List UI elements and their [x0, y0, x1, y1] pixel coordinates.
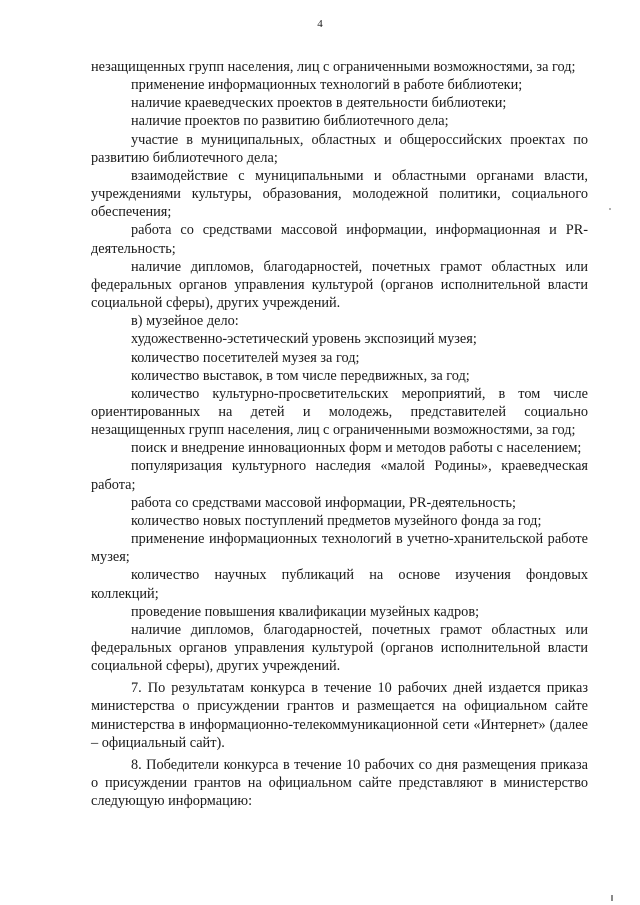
numbered-clause-7: 7. По результатам конкурса в течение 10 рабочих дней издается приказ министерства о присуждении грантов и размещается на официальном сайте министерства в информационно-телекоммуникационной сети «Интернет» (далее – официальный сайт). — [91, 680, 588, 751]
numbered-clause-8: 8. Победители конкурса в течение 10 рабочих со дня размещения приказа о присуждении грантов на официальном сайте представляют в министерство следующую информацию: — [91, 756, 588, 810]
paragraph: наличие дипломов, благодарностей, почетных грамот областных или федеральных органов управления культурой (органов исполнительной власти социальной сферы), других учреждений. — [91, 621, 588, 675]
paragraph: художественно-эстетический уровень экспозиций музея; — [131, 331, 477, 348]
paragraph: применение информационных технологий в работе библиотеки; — [131, 77, 523, 94]
paragraph: незащищенных групп населения, лиц с ограниченными возможностями, за год; — [91, 59, 576, 75]
paragraph: количество научных публикаций на основе изучения фондовых коллекций; — [91, 567, 588, 602]
paragraph: количество посетителей музея за год; — [131, 349, 360, 366]
paragraph: применение информационных технологий в учетно-хранительской работе музея; — [91, 531, 588, 566]
paragraph: работа со средствами массовой информации, информационная и PR-деятельность; — [91, 222, 588, 257]
scan-speck — [611, 895, 613, 901]
paragraph: взаимодействие с муниципальными и областными органами власти, учреждениями культуры, образования, молодежной политики, социального обеспечения; — [91, 167, 588, 221]
paragraph: количество культурно-просветительских мероприятий, в том числе ориентированных на детей и молодежь, представителей социально незащищенных групп населения, лиц с ограниченными возможностями, за год; — [91, 385, 588, 439]
paragraph: проведение повышения квалификации музейных кадров; — [131, 603, 480, 620]
scan-speck — [609, 208, 611, 210]
paragraph: поиск и внедрение инновационных форм и методов работы с населением; — [131, 440, 582, 457]
paragraph: наличие краеведческих проектов в деятельности библиотеки; — [131, 95, 507, 112]
page-number: 4 — [317, 18, 323, 30]
document-body — [91, 58, 588, 810]
paragraph: участие в муниципальных, областных и общероссийских проектах по развитию библиотечного дела; — [91, 131, 588, 166]
paragraph: популяризация культурного наследия «малой Родины», краеведческая работа; — [91, 458, 588, 493]
paragraph: количество новых поступлений предметов музейного фонда за год; — [131, 512, 542, 529]
paragraph: количество выставок, в том числе передвижных, за год; — [131, 367, 470, 384]
paragraph: наличие проектов по развитию библиотечного дела; — [131, 113, 449, 130]
paragraph: работа со средствами массовой информации, PR-деятельность; — [131, 494, 516, 511]
paragraph: наличие дипломов, благодарностей, почетных грамот областных или федеральных органов управления культурой (органов исполнительной власти социальной сферы), других учреждений. — [91, 258, 588, 312]
section-heading: в) музейное дело: — [131, 313, 239, 330]
